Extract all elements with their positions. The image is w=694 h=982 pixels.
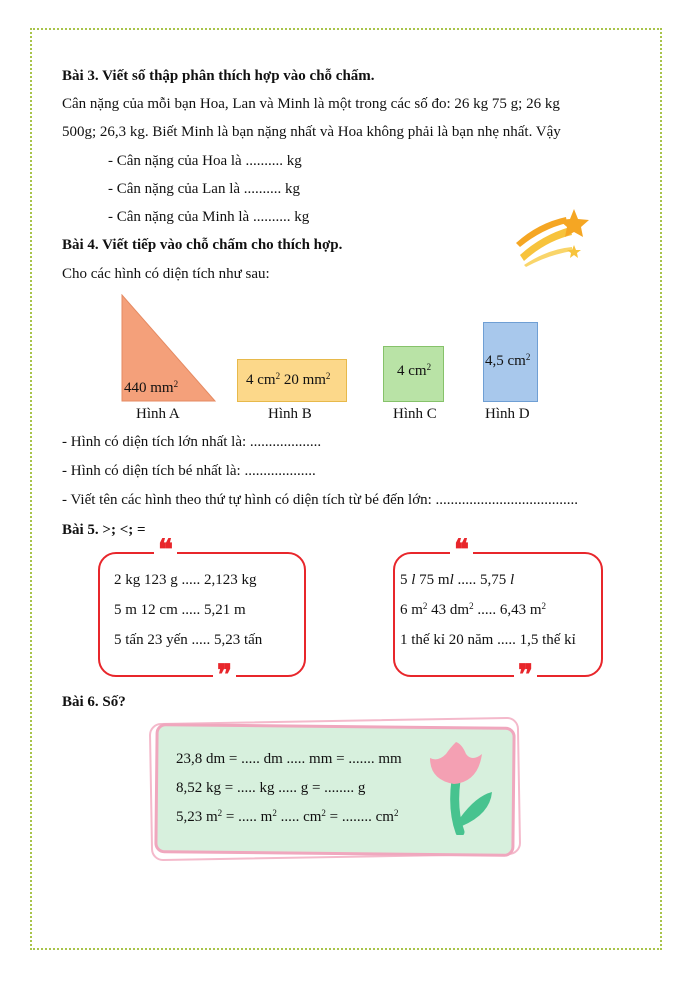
shape-b-label: Hình B (268, 406, 312, 422)
bai3-line2: 500g; 26,3 kg. Biết Minh là bạn nặng nhất và Hoa không phải là bạn nhẹ nhất. Vậy (62, 124, 561, 140)
bai4-title: Bài 4. Viết tiếp vào chỗ chấm cho thích hợp. (62, 237, 343, 253)
bai3-title: Bài 3. Viết số thập phân thích hợp vào chỗ chấm. (62, 68, 375, 84)
bai4-q2: - Hình có diện tích bé nhất là: ................... (62, 463, 316, 479)
bai5-left-1: 2 kg 123 g ..... 2,123 kg (114, 572, 257, 588)
open-quote-icon: ❝ (154, 541, 177, 561)
bai4-q1: - Hình có diện tích lớn nhất là: ................... (62, 434, 322, 450)
shape-c-value: 4 $cm^2$ (397, 362, 432, 379)
shape-b-value: 4 $cm^2$ 20 $mm^2$ (246, 371, 331, 388)
close-quote-icon: ❞ (213, 666, 236, 686)
bai6-title: Bài 6. Số? (62, 694, 126, 710)
shape-d-value: 4,5 $cm^2$ (485, 352, 531, 369)
bai4-q3: - Viết tên các hình theo thứ tự hình có diện tích từ bé đến lớn: ...................................... (62, 492, 579, 508)
bai5-right-2: 6 $m^2$ 43 $dm^2$ ..... 6,43 $m^2$ (400, 601, 547, 618)
bai5-right-3: 1 thế kỉ 20 năm ..... 1,5 thế kỉ (400, 632, 576, 648)
shape-d-label: Hình D (485, 406, 530, 422)
bai3-item-hoa: - Cân nặng của Hoa là .......... kg (108, 153, 302, 169)
bai5-right-1: 5 l 75 ml ..... 5,75 l (400, 572, 515, 588)
shape-a-value: 440 $mm^2$ (124, 379, 179, 396)
bai5-left-2: 5 m 12 cm ..... 5,21 m (114, 602, 246, 618)
shape-a-label: Hình A (136, 406, 180, 422)
bai6-line1: 23,8 dm = ..... dm ..... mm = ....... mm (176, 751, 402, 767)
bai3-item-lan: - Cân nặng của Lan là .......... kg (108, 181, 301, 197)
bai5-left-3: 5 tấn 23 yến ..... 5,23 tấn (114, 632, 263, 648)
bai3-line1: Cân nặng của mỗi bạn Hoa, Lan và Minh là một trong các số đo: 26 kg 75 g; 26 kg (62, 96, 560, 112)
bai6-line3: 5,23 $m^2$ = ..... $m^2$ ..... $cm^2$ = ........ $cm^2$ (176, 808, 399, 825)
shape-c-label: Hình C (393, 406, 437, 422)
tulip-flower-icon (426, 740, 496, 835)
bai4-intro: Cho các hình có diện tích như sau: (62, 266, 270, 282)
bai3-item-minh: - Cân nặng của Minh là .......... kg (108, 209, 310, 225)
bai6-line2: 8,52 kg = ..... kg ..... g = ........ g (176, 780, 366, 796)
open-quote-icon-right: ❝ (450, 541, 473, 561)
shooting-stars-icon (512, 205, 592, 267)
bai5-title: Bài 5. >; <; = (62, 522, 146, 538)
close-quote-icon-right: ❞ (514, 666, 537, 686)
